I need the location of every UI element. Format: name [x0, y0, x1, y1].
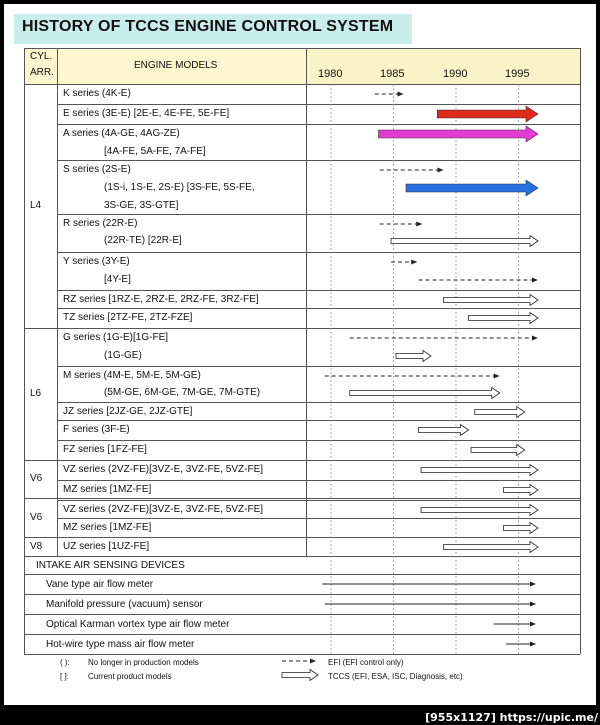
tccs-arrow: [350, 388, 500, 399]
legend-paren-symbol: ( ):: [60, 658, 70, 667]
engine-series-label: VZ series (2VZ-FE)[3VZ-E, 3VZ-FE, 5VZ-FE]: [63, 504, 264, 515]
page-title: HISTORY OF TCCS ENGINE CONTROL SYSTEM: [22, 18, 394, 35]
tccs-arrow: [391, 236, 538, 247]
tccs-arrow-highlight: [379, 126, 539, 142]
header-cyl-line2: ARR.: [30, 67, 54, 78]
cyl-group-label: L6: [30, 388, 42, 399]
tccs-arrow: [421, 505, 538, 516]
year-label-1995: 1995: [505, 68, 530, 80]
tccs-arrow: [444, 542, 539, 553]
engine-model-detail: (1S-i, 1S-E, 2S-E) [3S-FE, 5S-FE,: [104, 182, 255, 193]
engine-series-label: A series (4A-GE, 4AG-ZE): [63, 128, 180, 139]
efi-arrow: [375, 92, 404, 97]
engine-series-label: R series (22R-E): [63, 218, 138, 229]
tccs-arrow: [419, 425, 469, 436]
engine-model-detail: [4A-FE, 5A-FE, 7A-FE]: [104, 146, 206, 157]
sensing-device-label: Manifold pressure (vacuum) sensor: [46, 599, 203, 610]
sensing-heading: INTAKE AIR SENSING DEVICES: [36, 560, 185, 571]
engine-series-label: JZ series [2JZ-GE, 2JZ-GTE]: [63, 406, 193, 417]
sensing-device-label: Vane type air flow meter: [46, 579, 154, 590]
engine-model-detail: (1G-GE): [104, 350, 142, 361]
engine-model-detail: (5M-GE, 6M-GE, 7M-GE, 7M-GTE): [104, 387, 261, 398]
engine-series-label: TZ series [2TZ-FE, 2TZ-FZE]: [63, 312, 193, 323]
efi-arrow: [325, 374, 500, 379]
efi-arrow: [380, 222, 423, 227]
engine-series-label: G series (1G-E)[1G-FE]: [63, 332, 169, 343]
sensing-period-line: [322, 582, 536, 587]
engine-series-label: S series (2S-E): [63, 164, 131, 175]
sensing-device-label: Hot-wire type mass air flow meter: [46, 639, 195, 650]
tccs-arrow: [469, 313, 539, 324]
efi-arrow: [419, 278, 539, 283]
tccs-arrow: [504, 523, 539, 534]
tccs-arrow-highlight: [437, 106, 538, 122]
sensing-period-line: [506, 642, 536, 647]
cyl-group-label: V6: [30, 473, 43, 484]
engine-series-label: Y series (3Y-E): [63, 256, 130, 267]
engine-series-label: MZ series [1MZ-FE]: [63, 522, 152, 533]
efi-arrow: [391, 260, 417, 265]
legend-tccs-text: TCCS (EFI, ESA, ISC, Diagnosis, etc): [328, 672, 463, 681]
cyl-group-label: L4: [30, 200, 42, 211]
tccs-arrow: [504, 485, 539, 496]
legend-bracket-text: Current product models: [88, 672, 172, 681]
tccs-arrow: [475, 407, 525, 418]
cyl-group-label: V6: [30, 512, 43, 523]
engine-series-label: RZ series [1RZ-E, 2RZ-E, 2RZ-FE, 3RZ-FE]: [63, 294, 259, 305]
sensing-device-label: Optical Karman vortex type air flow meter: [46, 619, 230, 630]
engine-series-label: E series (3E-E) [2E-E, 4E-FE, 5E-FE]: [63, 108, 230, 119]
engine-series-label: MZ series [1MZ-FE]: [63, 484, 152, 495]
legend-efi-arrow: [282, 659, 316, 664]
engine-series-label: FZ series [1FZ-FE]: [63, 444, 147, 455]
legend-tccs-arrow: [282, 670, 318, 681]
tccs-arrow: [444, 295, 539, 306]
engine-model-detail: 3S-GE, 3S-GTE]: [104, 200, 179, 211]
engine-model-detail: (22R-TE) [22R-E]: [104, 235, 182, 246]
tccs-arrow: [396, 351, 431, 362]
watermark: [955x1127] https://upic.me/: [425, 711, 598, 724]
header-engine-models: ENGINE MODELS: [134, 60, 218, 71]
legend-efi-text: EFI (EFI control only): [328, 658, 404, 667]
cyl-group-label: V8: [30, 541, 43, 552]
engine-series-label: F series (3F-E): [63, 424, 130, 435]
efi-arrow: [380, 168, 444, 173]
engine-series-label: M series (4M-E, 5M-E, 5M-GE): [63, 370, 201, 381]
tccs-arrow: [421, 465, 538, 476]
engine-series-label: K series (4K-E): [63, 88, 131, 99]
year-label-1985: 1985: [380, 68, 405, 80]
efi-arrow: [350, 336, 538, 341]
legend-bracket-symbol: [ ]:: [60, 672, 69, 681]
sensing-period-line: [494, 622, 537, 627]
sensing-period-line: [325, 602, 536, 607]
tccs-arrow: [471, 445, 525, 456]
engine-series-label: VZ series (2VZ-FE)[3VZ-E, 3VZ-FE, 5VZ-FE]: [63, 464, 264, 475]
legend-paren-text: No longer in production models: [88, 658, 199, 667]
year-label-1980: 1980: [318, 68, 343, 80]
engine-model-detail: [4Y-E]: [104, 274, 131, 285]
year-label-1990: 1990: [443, 68, 468, 80]
engine-series-label: UZ series [1UZ-FE]: [63, 541, 150, 552]
header-cyl-line1: CYL.: [30, 51, 53, 62]
